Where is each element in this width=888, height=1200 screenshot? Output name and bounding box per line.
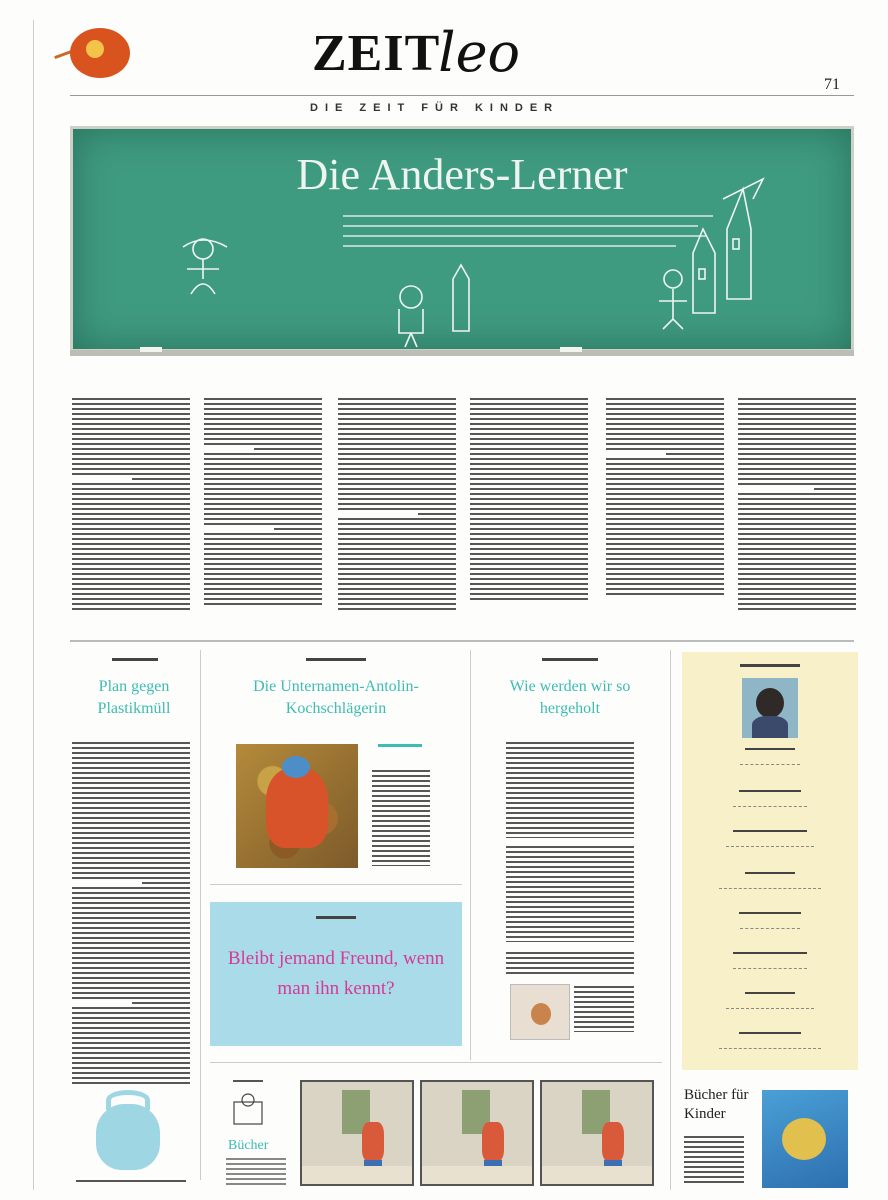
paragraph-gap: [72, 478, 132, 483]
teaser-right-text-3: [506, 952, 634, 974]
article-2-column-1: [338, 398, 456, 612]
section-divider: [70, 640, 854, 642]
book-figure-icon: [228, 1092, 268, 1134]
paragraph-gap: [72, 880, 142, 885]
chalk-castle: [659, 179, 763, 329]
profile-answer: [682, 842, 858, 848]
row-rule: [210, 884, 462, 885]
chalkboard-banner: [70, 126, 854, 352]
comic-panel-2: [420, 1080, 534, 1186]
books-heading: Bücher für Kinder: [684, 1087, 749, 1122]
column-rule: [470, 650, 471, 1060]
article-1-column-2: [204, 398, 322, 608]
masthead-leo: leo: [438, 21, 521, 84]
paragraph-gap: [338, 510, 418, 515]
article-3-column-2: [738, 398, 856, 612]
row-rule: [210, 1062, 662, 1063]
paragraph-gap: [738, 486, 814, 491]
teaser-right-caption: [574, 986, 634, 1032]
column-rule: [200, 650, 201, 1180]
quiz-question: Bleibt jemand Freund, wenn man ihn kennt?: [227, 948, 445, 999]
profile-question: [682, 748, 858, 750]
chalk-piece: [560, 347, 582, 352]
profile-answer: [682, 760, 858, 766]
teaser-left-text: [72, 742, 190, 1086]
books-kicker: [218, 1080, 278, 1082]
profile-question: [682, 872, 858, 874]
profile-question: [682, 830, 858, 832]
board-title: Die Anders-Lerner: [296, 150, 628, 199]
profile-question: [682, 1032, 858, 1034]
paragraph-gap: [204, 446, 254, 451]
header-rule: [70, 95, 854, 96]
chalk-figure-middle: [399, 265, 469, 347]
paragraph-gap: [606, 452, 666, 457]
profile-answer: [682, 802, 858, 808]
masthead-zeit: ZEIT: [312, 25, 441, 82]
teaser-left-kicker: [80, 658, 190, 661]
page-number: 71: [824, 76, 840, 93]
article-3-column-1: [606, 398, 724, 598]
books-blurb: [684, 1136, 744, 1184]
plastic-bag-image: [96, 1104, 160, 1170]
profile-question: [682, 992, 858, 994]
profile-question: [682, 952, 858, 954]
column-rule: [670, 650, 671, 1190]
chalk-piece: [140, 347, 162, 352]
article-1-column-1: [72, 398, 190, 612]
profile-photo: [742, 678, 798, 738]
chalk-drawings: [73, 129, 851, 349]
leo-mascot-icon: [62, 22, 134, 86]
comic-panel-3: [540, 1080, 654, 1186]
teaser-right-title: Wie werden wir so hergeholt: [509, 678, 631, 717]
profile-answer: [682, 1044, 858, 1050]
photo-caption-head: [370, 744, 430, 751]
profile-answer: [682, 884, 858, 890]
profile-question: [682, 912, 858, 914]
profile-answer: [682, 964, 858, 970]
books-subtext: [226, 1158, 286, 1186]
teaser-right-kicker: [480, 658, 660, 661]
paragraph-gap: [72, 1002, 132, 1007]
photo-child-body: [266, 768, 328, 848]
masthead-tagline: DIE ZEIT FÜR KINDER: [310, 102, 560, 114]
photo-caption-text: [372, 770, 430, 866]
profile-question: [682, 790, 858, 792]
profile-answer: [682, 1004, 858, 1010]
comic-panel-1: [300, 1080, 414, 1186]
paragraph-gap: [204, 528, 274, 533]
chalkboard-tray: [70, 350, 854, 356]
profile-kicker: [682, 664, 858, 667]
teaser-left-title: Plan gegen Plastikmüll: [97, 678, 171, 717]
teaser-right-text-2: [506, 846, 634, 942]
teaser-middle-kicker: [210, 658, 462, 661]
quiz-kicker: [210, 916, 462, 919]
chalk-figure-left: [183, 239, 227, 294]
book-cover-image: [762, 1090, 848, 1188]
books-title: Bücher: [228, 1138, 269, 1153]
teaser-middle-title: Die Unternamen-Antolin-Kochschlägerin: [253, 678, 419, 717]
margin-line: [33, 20, 34, 1190]
photo-kid-portrait: [510, 984, 570, 1040]
teaser-right-text-1: [506, 742, 634, 838]
masthead: [312, 21, 521, 84]
profile-answer: [682, 924, 858, 930]
article-2-column-2: [470, 398, 588, 602]
bag-caption: [76, 1180, 186, 1182]
photo-child-hat: [282, 756, 310, 778]
